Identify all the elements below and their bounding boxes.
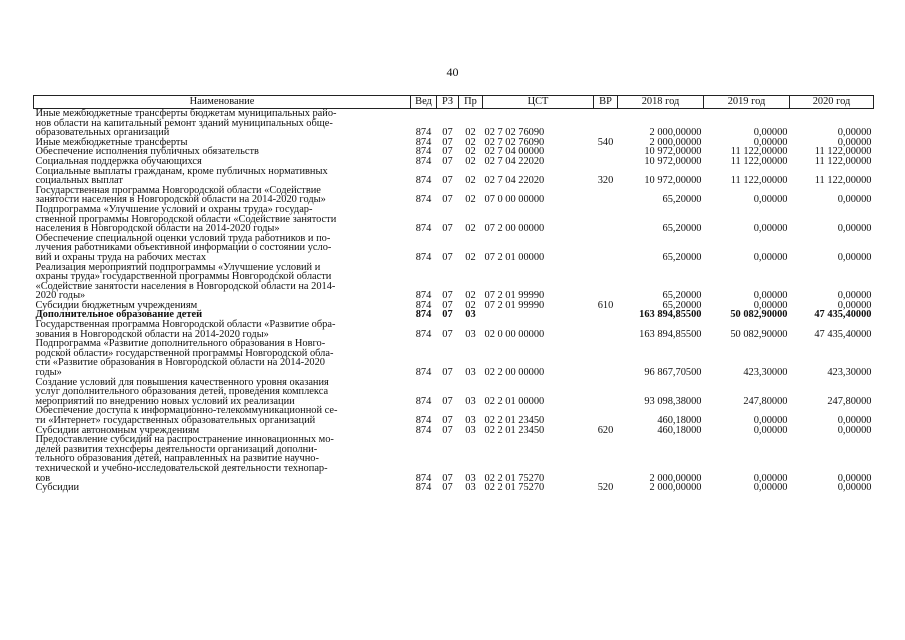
- row-cst: 02 2 00 00000: [484, 367, 545, 378]
- row-rz: 07: [442, 251, 453, 263]
- row-name-line: родской области» государственной программы Новгородской обла-: [35, 347, 334, 359]
- row-cst: 02 7 04 22020: [484, 156, 545, 167]
- row-name-line: Иные межбюджетные трансферты: [35, 136, 188, 148]
- row-value-2019: 0,00000: [753, 425, 788, 436]
- header-rz: РЗ: [437, 96, 459, 109]
- row-name: [34, 186, 411, 205]
- row-rz: 07: [442, 137, 453, 148]
- row-value-2018: 65,20000: [662, 251, 702, 263]
- row-value-2019: 0,00000: [753, 290, 788, 301]
- row-cst: 02 7 04 22020: [484, 175, 545, 186]
- row-name-line: ков: [35, 472, 51, 484]
- row-ved: 874: [415, 194, 432, 205]
- row-value-2020: 11 122,00000: [814, 156, 872, 167]
- row-value-2019: 0,00000: [753, 223, 788, 234]
- row-name: [34, 109, 411, 138]
- row-pr: 03: [465, 367, 476, 378]
- row-pr: 02: [465, 137, 476, 148]
- row-ved: 874: [415, 328, 432, 340]
- row-pr: 03: [465, 310, 476, 321]
- row-cst: 07 2 01 99990: [484, 290, 545, 301]
- row-cst: 02 2 01 23450: [484, 415, 545, 426]
- row-value-2018: 10 972,00000: [644, 147, 702, 157]
- row-cst: [483, 310, 594, 320]
- row-name-line: населения в Новгородской области на 2014-2020 годы»: [35, 223, 280, 235]
- row-value-2020: 0,00000: [837, 300, 872, 311]
- row-ved: 874: [415, 251, 432, 263]
- row-value-2018: 163 894,85500: [639, 328, 702, 340]
- row-ved: 874: [415, 175, 432, 186]
- row-value-2020: 11 122,00000: [814, 147, 872, 157]
- row-vr: [594, 339, 618, 377]
- row-name-line: Подпрограмма «Улучшение условий и охраны труда» государ-: [35, 203, 313, 215]
- row-value-2019: 0,00000: [753, 251, 788, 263]
- row-value-2020: 0,00000: [837, 472, 872, 484]
- row-rz: 07: [442, 290, 453, 301]
- row-name-line: Дополнительное образование детей: [35, 309, 203, 321]
- table-row: [34, 186, 874, 205]
- row-name-line: «Содействие занятости населения в Новгородской области на 2014-: [35, 280, 336, 292]
- row-cst: 02 2 01 75270: [484, 472, 545, 484]
- row-cst: 07 2 01 00000: [484, 251, 545, 263]
- row-value-2019: 0,00000: [753, 194, 788, 205]
- row-ved: 874: [415, 310, 432, 321]
- row-ved: 874: [415, 137, 432, 148]
- page-number: 40: [446, 65, 459, 79]
- row-name: [34, 435, 411, 483]
- row-name-line: Иные межбюджетные трансферты бюджетам муниципальных райо-: [35, 108, 337, 119]
- row-rz: 07: [442, 328, 453, 340]
- row-value-2020: 0,00000: [837, 223, 872, 234]
- row-vr: [594, 378, 618, 407]
- row-vr: [594, 263, 618, 301]
- row-ved: 874: [415, 223, 432, 234]
- header-cst: ЦСТ: [483, 96, 594, 109]
- table-body: [34, 109, 874, 493]
- row-value-2019: 11 122,00000: [730, 147, 788, 157]
- row-name-line: Субсидии: [35, 482, 80, 494]
- row-value-2019: 0,00000: [753, 483, 788, 493]
- row-vr: [594, 109, 618, 138]
- row-value-2020: 11 122,00000: [814, 175, 872, 186]
- row-name: [34, 378, 411, 407]
- row-rz: 07: [442, 472, 453, 484]
- row-name-line: лучения работниками объективной информации о состоянии усло-: [35, 242, 332, 254]
- row-pr: 03: [465, 328, 476, 340]
- table-row: [34, 167, 874, 186]
- row-name: [34, 483, 411, 493]
- row-value-2020: 423,30000: [827, 367, 872, 378]
- row-value-2020: 0,00000: [837, 290, 872, 301]
- row-name: [34, 320, 411, 339]
- row-value-2019: 50 082,90000: [730, 310, 788, 321]
- row-value-2020: 0,00000: [837, 127, 872, 138]
- row-name-line: Социальная поддержка обучающихся: [35, 155, 202, 167]
- row-value-2018: 2 000,00000: [649, 483, 702, 493]
- table-row: [34, 378, 874, 407]
- table-row: [34, 339, 874, 377]
- row-rz: 07: [442, 147, 453, 157]
- table-row: [34, 320, 874, 339]
- row-vr: 540: [597, 137, 614, 148]
- row-pr: 03: [465, 415, 476, 426]
- row-value-2018: 2 000,00000: [649, 127, 702, 138]
- row-value-2019: 0,00000: [753, 300, 788, 311]
- row-ved: 874: [415, 425, 432, 436]
- row-name: [34, 339, 411, 377]
- row-ved: 874: [415, 300, 432, 311]
- row-name-line: зования в Новгородской области на 2014-2020 годы»: [35, 328, 269, 340]
- row-name-line: Социальные выплаты гражданам, кроме публичных нормативных: [35, 165, 328, 177]
- row-name-line: технической и учебно-исследовательской деятельности технопар-: [35, 462, 328, 474]
- row-rz: 07: [442, 367, 453, 378]
- row-value-2019: 0,00000: [753, 472, 788, 484]
- row-name: [34, 205, 411, 234]
- row-vr: 520: [597, 483, 614, 493]
- row-name-line: мероприятий по внедрению новых условий их реализации: [35, 395, 295, 407]
- row-vr: 610: [597, 300, 614, 311]
- row-name-line: услуг дополнительного образования детей, проведения комплекса: [35, 386, 329, 398]
- header-2020: 2020 год: [790, 96, 874, 109]
- table-header-row: [34, 96, 874, 109]
- row-cst: 02 0 00 00000: [484, 328, 545, 340]
- row-value-2018: 2 000,00000: [649, 137, 702, 148]
- row-value-2020: 0,00000: [837, 251, 872, 263]
- row-name-line: Государственная программа Новгородской области «Развитие обра-: [35, 319, 336, 331]
- header-name: Наименование: [34, 96, 411, 109]
- row-pr: 02: [465, 175, 476, 186]
- row-name-line: Субсидии автономным учреждениям: [35, 424, 200, 436]
- row-value-2019: 50 082,90000: [730, 328, 788, 340]
- row-name-line: Обеспечение специальной оценки условий труда работников и по-: [35, 232, 331, 244]
- row-name-line: нов области на капитальный ремонт зданий муниципальных обще-: [35, 117, 333, 129]
- row-name-line: Подпрограмма «Развитие дополнительного образования в Новго-: [35, 338, 326, 350]
- table-row: [34, 234, 874, 263]
- row-value-2020: 247,80000: [827, 395, 872, 407]
- row-rz: 07: [442, 175, 453, 186]
- row-name: [34, 263, 411, 301]
- row-ved: 874: [415, 147, 432, 157]
- row-cst: 02 7 04 00000: [484, 147, 545, 157]
- row-cst: 07 2 00 00000: [484, 223, 545, 234]
- row-value-2018: 10 972,00000: [644, 156, 702, 167]
- row-name-line: социальных выплат: [35, 175, 123, 187]
- row-value-2019: 423,30000: [743, 367, 788, 378]
- row-rz: 07: [442, 127, 453, 138]
- row-value-2019: 0,00000: [753, 127, 788, 138]
- row-rz: 07: [442, 156, 453, 167]
- row-name: [34, 167, 411, 186]
- row-ved: 874: [415, 156, 432, 167]
- row-name-line: Государственная программа Новгородской области «Содействие: [35, 184, 321, 196]
- row-pr: 02: [465, 223, 476, 234]
- row-pr: 02: [465, 290, 476, 301]
- row-ved: 874: [415, 483, 432, 493]
- row-vr: [594, 310, 618, 320]
- row-cst: 07 2 01 99990: [484, 300, 545, 311]
- row-rz: 07: [442, 425, 453, 436]
- row-name-line: охраны труда» государственной программы Новгородской области: [35, 271, 332, 283]
- row-name-line: годы»: [35, 367, 62, 379]
- row-name-line: вий и охраны труда на рабочих местах: [35, 251, 207, 263]
- row-pr: 03: [465, 425, 476, 436]
- row-pr: 03: [465, 483, 476, 493]
- row-name-line: Реализация мероприятий подпрограммы «Улучшение условий и: [35, 261, 321, 273]
- row-vr: 620: [597, 425, 614, 436]
- row-pr: 02: [465, 147, 476, 157]
- row-value-2020: 0,00000: [837, 194, 872, 205]
- row-ved: 874: [415, 472, 432, 484]
- row-value-2019: 0,00000: [753, 415, 788, 426]
- row-vr: [594, 406, 618, 425]
- row-rz: 07: [442, 310, 453, 321]
- table-row: [34, 205, 874, 234]
- table-row: [34, 109, 874, 138]
- row-vr: [594, 205, 618, 234]
- row-name-line: Обеспечение исполнения публичных обязательств: [35, 146, 259, 158]
- row-name-line: делей развития технсферы деятельности организаций дополни-: [35, 443, 318, 455]
- row-value-2019: 0,00000: [753, 137, 788, 148]
- row-value-2020: 47 435,40000: [814, 310, 872, 321]
- row-rz: 07: [442, 415, 453, 426]
- header-ved: Вед: [411, 96, 437, 109]
- row-name: [34, 406, 411, 425]
- row-pr: 02: [465, 251, 476, 263]
- row-pr: 02: [465, 127, 476, 138]
- row-value-2018: 65,20000: [662, 290, 702, 301]
- row-value-2020: 0,00000: [837, 415, 872, 426]
- row-pr: 03: [465, 395, 476, 407]
- row-value-2018: 96 867,70500: [644, 367, 702, 378]
- row-value-2019: 247,80000: [743, 395, 788, 407]
- row-vr: [594, 147, 618, 157]
- header-vr: ВР: [594, 96, 618, 109]
- row-cst: 02 7 02 76090: [484, 127, 545, 138]
- row-rz: 07: [442, 483, 453, 493]
- row-value-2020: 47 435,40000: [814, 328, 872, 340]
- row-name-line: сти «Развитие образования в Новгородской области на 2014-2020: [35, 357, 325, 369]
- row-name-line: Создание условий для повышения качественного уровня оказания: [35, 376, 329, 388]
- table-row: [34, 406, 874, 425]
- row-ved: 874: [415, 290, 432, 301]
- header-2019: 2019 год: [704, 96, 790, 109]
- row-vr: [594, 157, 618, 167]
- row-value-2018: 65,20000: [662, 194, 702, 205]
- table-row: [34, 435, 874, 483]
- row-vr: [594, 186, 618, 205]
- row-ved: 874: [415, 395, 432, 407]
- row-value-2020: 0,00000: [837, 137, 872, 148]
- row-vr: [594, 234, 618, 263]
- row-value-2018: 163 894,85500: [639, 310, 702, 321]
- row-name-line: Субсидии бюджетным учреждениям: [35, 299, 198, 311]
- row-rz: 07: [442, 395, 453, 407]
- row-value-2020: 0,00000: [837, 425, 872, 436]
- row-cst: 02 2 01 75270: [484, 483, 545, 493]
- row-cst: 07 0 00 00000: [484, 194, 545, 205]
- row-ved: 874: [415, 415, 432, 426]
- row-ved: 874: [415, 367, 432, 378]
- table-row: [34, 263, 874, 301]
- row-name-line: занятости населения в Новгородской области на 2014-2020 годы»: [35, 194, 326, 206]
- row-pr: 03: [465, 472, 476, 484]
- row-pr: 02: [465, 194, 476, 205]
- row-ved: 874: [415, 127, 432, 138]
- row-value-2018: 10 972,00000: [644, 175, 702, 186]
- row-vr: [594, 320, 618, 339]
- row-rz: 07: [442, 194, 453, 205]
- budget-table: [33, 95, 874, 493]
- row-name-line: ственной программы Новгородской области «Содействие занятости: [35, 213, 337, 225]
- row-value-2019: 11 122,00000: [730, 175, 788, 186]
- table-row: [34, 483, 874, 493]
- row-name-line: ти «Интернет» государственных образовательных организаций: [35, 415, 316, 426]
- row-name-line: тельного образования детей, направленных на развитие научно-: [35, 453, 319, 465]
- row-name-line: Обеспечение доступа к информационно-телекоммуникационной се-: [35, 405, 338, 417]
- row-cst: 02 7 02 76090: [484, 137, 545, 148]
- row-pr: 02: [465, 300, 476, 311]
- row-rz: 07: [442, 223, 453, 234]
- row-value-2020: 0,00000: [837, 483, 872, 493]
- row-vr: 320: [597, 175, 614, 186]
- row-cst: 02 2 01 23450: [484, 425, 545, 436]
- row-value-2018: 2 000,00000: [649, 472, 702, 484]
- row-value-2018: 65,20000: [662, 300, 702, 311]
- header-2018: 2018 год: [618, 96, 704, 109]
- row-name: [34, 234, 411, 263]
- row-value-2018: 460,18000: [657, 425, 702, 436]
- row-value-2018: 65,20000: [662, 223, 702, 234]
- row-name-line: 2020 годы»: [35, 290, 86, 302]
- row-pr: 02: [465, 156, 476, 167]
- row-name-line: образовательных организаций: [35, 127, 170, 139]
- row-cst: 02 2 01 00000: [484, 395, 545, 407]
- row-value-2019: 11 122,00000: [730, 156, 788, 167]
- row-vr: [594, 435, 618, 483]
- header-pr: Пр: [459, 96, 483, 109]
- row-rz: 07: [442, 300, 453, 311]
- row-value-2018: 93 098,38000: [644, 395, 702, 407]
- row-name-line: Предоставление субсидий на распространение инновационных мо-: [35, 434, 334, 446]
- row-value-2018: 460,18000: [657, 415, 702, 426]
